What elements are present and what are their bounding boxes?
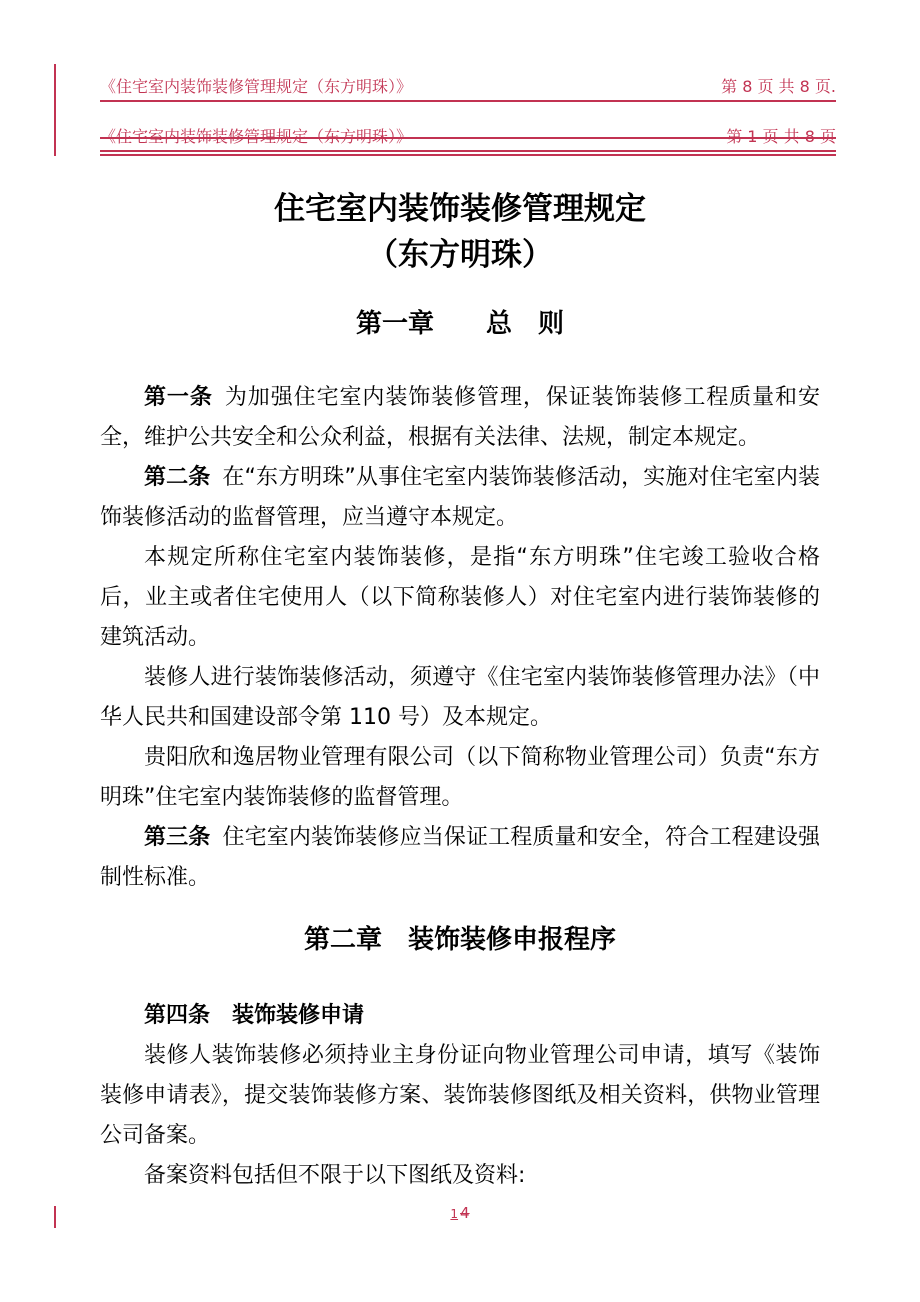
document-title [0,186,920,278]
strikethrough-rule [100,137,836,139]
header-page-number-deleted: 第 1 页 共 8 页 [726,127,836,146]
paragraph-article-2 [100,458,820,538]
paragraph-definition [100,538,820,658]
chapter1-body [100,378,820,898]
paragraph-filing-materials [100,1156,820,1196]
paragraph-definition-text: 本规定所称住宅室内装饰装修，是指“东方明珠”住宅竣工验收合格后，业主或者住宅使用人（以下简称装修人）对住宅室内进行装饰装修的建筑活动。 [100,545,820,650]
header-title-deleted: 《住宅室内装饰装修管理规定（东方明珠）》 [100,127,413,146]
article-1-label: 第一条 [144,385,213,410]
page-footer [0,1203,920,1222]
revision-change-bar-top [54,64,56,156]
header-title-inserted: 《住宅室内装饰装修管理规定（东方明珠）》 [100,77,413,96]
chapter2-body [100,1036,820,1196]
article-4-heading: 第四条 装饰装修申请 [144,1003,365,1028]
article-2-label: 第二条 [144,465,211,490]
footer-page-number-deleted: 4 [460,1204,470,1222]
paragraph-filing-text: 备案资料包括但不限于以下图纸及资料: [144,1163,526,1188]
paragraph-property-company [100,738,820,818]
document-title-line2: （东方明珠） [367,237,553,273]
footer-page-number-inserted: 1 [450,1207,459,1221]
paragraph-article-3 [100,818,820,898]
header-page-number-inserted: 第 8 页 共 8 页. [721,77,836,96]
chapter2-heading: 第二章 装饰装修申报程序 [303,925,616,955]
paragraph-property-text: 贵阳欣和逸居物业管理有限公司（以下简称物业管理公司）负责“东方明珠”住宅室内装饰装修的监督管理。 [100,745,820,810]
article-3-label: 第三条 [144,825,211,850]
header-deleted-line [100,126,836,152]
article-1-text: 为加强住宅室内装饰装修管理，保证装饰装修工程质量和安全，维护公共安全和公众利益，根据有关法律、法规，制定本规定。 [100,385,820,450]
header-inserted-line [100,76,836,102]
article-2-text: 在“东方明珠”从事住宅室内装饰装修活动，实施对住宅室内装饰装修活动的监督管理，应当遵守本规定。 [100,465,820,530]
page-header [100,76,836,152]
paragraph-regulation-text: 装修人进行装饰装修活动，须遵守《住宅室内装饰装修管理办法》（中华人民共和国建设部令第 110 号）及本规定。 [100,665,820,730]
chapter1-heading: 第一章 总 则 [355,309,564,339]
paragraph-regulation-reference [100,658,820,738]
paragraph-application [100,1036,820,1156]
header-bottom-rule [100,154,836,156]
article-3-text: 住宅室内装饰装修应当保证工程质量和安全，符合工程建设强制性标准。 [100,825,820,890]
paragraph-article-1 [100,378,820,458]
document-title-line1: 住宅室内装饰装修管理规定 [274,191,646,227]
paragraph-application-text: 装修人装饰装修必须持业主身份证向物业管理公司申请，填写《装饰装修申请表》，提交装饰装修方案、装饰装修图纸及相关资料，供物业管理公司备案。 [100,1043,820,1148]
